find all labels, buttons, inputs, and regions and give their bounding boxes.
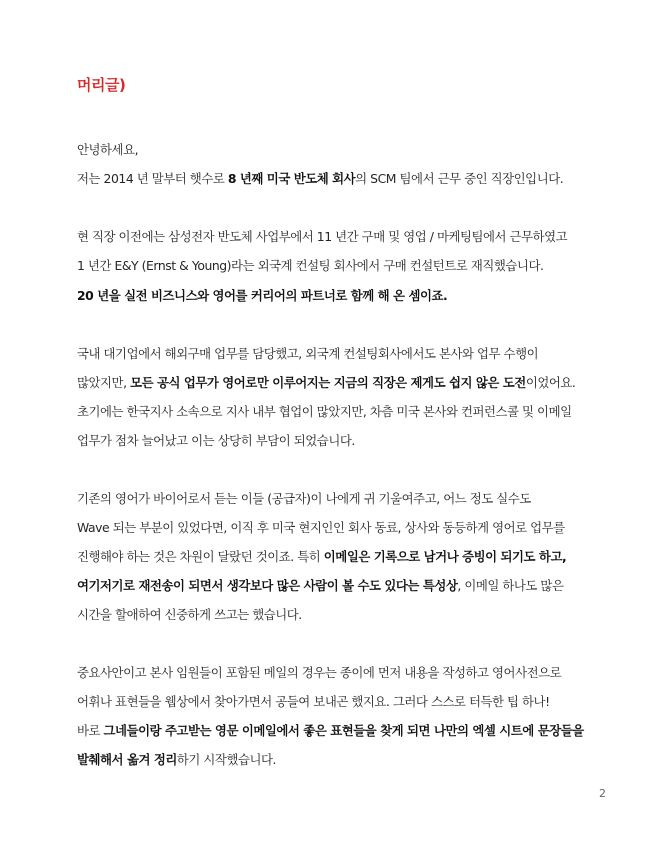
text: 진행해야 하는 것은 차원이 달랐던 것이죠. 특히 [77,549,324,564]
text: , 이메일 하나도 많은 [457,578,564,593]
paragraph-line [77,491,531,507]
bold-text: 그네들이랑 주고받는 영문 이메일에서 좋은 표현들을 찾게 되면 나만의 엑셀 시트에 문장들을 [103,723,584,738]
text: 현 직장 이전에는 삼성전자 반도체 사업부에서 11 년간 구매 및 영업 / 마케팅팀에서 근무하였고 [77,229,568,244]
text: 국내 대기업에서 해외구매 업무를 담당했고, 외국계 컨설팅회사에서도 본사와 업무 수행이 [77,346,539,361]
paragraph-line [77,346,538,362]
bold-text: 모든 공식 업무가 영어로만 이루어지는 지금의 직장은 제게도 쉽지 않은 도전 [130,375,526,390]
text: 의 SCM 팀에서 근무 중인 직장인입니다. [355,171,564,186]
bold-text: 20 년을 실전 비즈니스와 영어를 커리어의 파트너로 함께 해 온 셈이죠. [77,288,448,303]
text: 어휘나 표현들을 웹상에서 찾아가면서 공들여 보내곤 했지요. 그러다 스스로 터득한 팁 하나! [77,694,550,709]
bold-text: 여기저기로 재전송이 되면서 생각보다 많은 사람이 볼 수도 있다는 특성상 [77,578,458,593]
bold-text: 이메일은 기록으로 남거나 증빙이 되기도 하고, [323,549,567,564]
paragraph-line [77,723,584,739]
text: 중요사안이고 본사 임원들이 포함된 메일의 경우는 종이에 먼저 내용을 작성하고 영어사전으로 [77,665,562,680]
paragraph-line [77,607,302,623]
paragraph-line [77,578,563,594]
paragraph-line [77,694,550,710]
paragraph-line [77,752,276,768]
bold-text: 8 년째 미국 반도체 회사 [227,171,356,186]
text: 하기 시작했습니다. [176,752,277,767]
paragraph-line [77,171,563,187]
paragraph-line [77,665,561,681]
text: 기존의 영어가 바이어로서 듣는 이들 (공급자)이 나에게 귀 기울여주고, 어느 정도 실수도 [77,491,531,506]
text: 시간을 할애하여 신중하게 쓰고는 했습니다. [77,607,302,622]
paragraph-line [77,229,567,245]
text: 1 년간 E&Y (Ernst & Young)라는 외국계 컨설팅 회사에서 구매 컨설턴트로 재직했습니다. [77,258,544,273]
text: 업무가 점차 늘어났고 이는 상당히 부담이 되었습니다. [77,433,355,448]
bold-text: 발췌해서 옮겨 정리 [77,752,177,767]
paragraph-line [77,549,566,565]
page-number: 2 [599,787,606,800]
paragraph-line [77,375,575,391]
text: 안녕하세요, [77,142,139,157]
section-heading: 머리글) [77,76,126,94]
text: 초기에는 한국지사 소속으로 지사 내부 협업이 많았지만, 차츰 미국 본사와 컨퍼런스콜 및 이메일 [77,404,572,419]
text: 바로 [77,723,104,738]
paragraph-line [77,258,543,274]
text: 많았지만, [77,375,131,390]
text: 이었어요. [525,375,576,390]
text: Wave 되는 부분이 있었다면, 이직 후 미국 현지인인 회사 동료, 상사와 동등하게 영어로 업무를 [77,520,565,535]
paragraph-line [77,520,565,536]
paragraph-line [77,142,138,158]
text: 저는 2014 년 말부터 햇수로 [77,171,228,186]
paragraph-line [77,404,572,420]
paragraph-line [77,433,355,449]
paragraph-line [77,288,447,304]
